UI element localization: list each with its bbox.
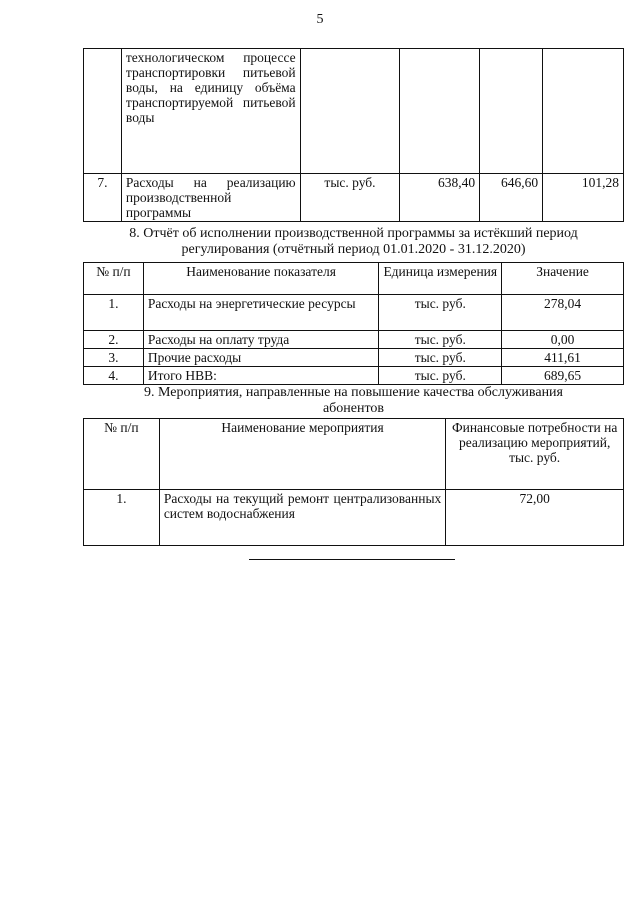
header-unit: Единица измерения <box>379 263 502 295</box>
row-number: 7. <box>84 174 122 222</box>
row-value-2: 646,60 <box>480 174 543 222</box>
header-num: № п/п <box>84 263 144 295</box>
header-num: № п/п <box>84 419 160 490</box>
table-row: 2. Расходы на оплату труда тыс. руб. 0,00 <box>84 331 624 349</box>
row-value-3: 101,28 <box>543 174 624 222</box>
end-separator-line <box>249 559 455 560</box>
header-name: Наименование показателя <box>143 263 379 295</box>
table-header-row <box>84 263 624 295</box>
table-row: 1. Расходы на энергетические ресурсы тыс. руб. 278,04 <box>84 295 624 331</box>
table-row <box>84 174 624 222</box>
production-program-table <box>83 48 624 222</box>
row-name: Расходы на реализацию производственной программы <box>121 174 300 222</box>
table-row <box>84 49 624 174</box>
continuation-cell: технологическом процессе транспортировки питьевой воды, на единицу объёма транспортируемой питьевой воды <box>121 49 300 174</box>
table-row: 1. Расходы на текущий ремонт централизованных систем водоснабжения 72,00 <box>84 490 624 546</box>
header-finance: Финансовые потребности на реализацию мероприятий, тыс. руб. <box>446 419 624 490</box>
page-number: 5 <box>316 12 324 27</box>
table-row: 3. Прочие расходы тыс. руб. 411,61 <box>84 349 624 367</box>
row-unit: тыс. руб. <box>300 174 400 222</box>
measures-table <box>83 418 624 546</box>
header-name: Наименование мероприятия <box>159 419 445 490</box>
report-table <box>83 262 624 385</box>
table-row: 4. Итого НВВ: тыс. руб. 689,65 <box>84 367 624 385</box>
section8-title: 8. Отчёт об исполнении производственной программы за истёкший период регулирования (отчётный период 01.01.2020 - 31.12.2020) <box>129 226 578 257</box>
row-value-1: 638,40 <box>400 174 480 222</box>
header-value: Значение <box>502 263 624 295</box>
table-header-row <box>84 419 624 490</box>
section9-title: 9. Мероприятия, направленные на повышение качества обслуживания абонентов <box>143 385 563 416</box>
